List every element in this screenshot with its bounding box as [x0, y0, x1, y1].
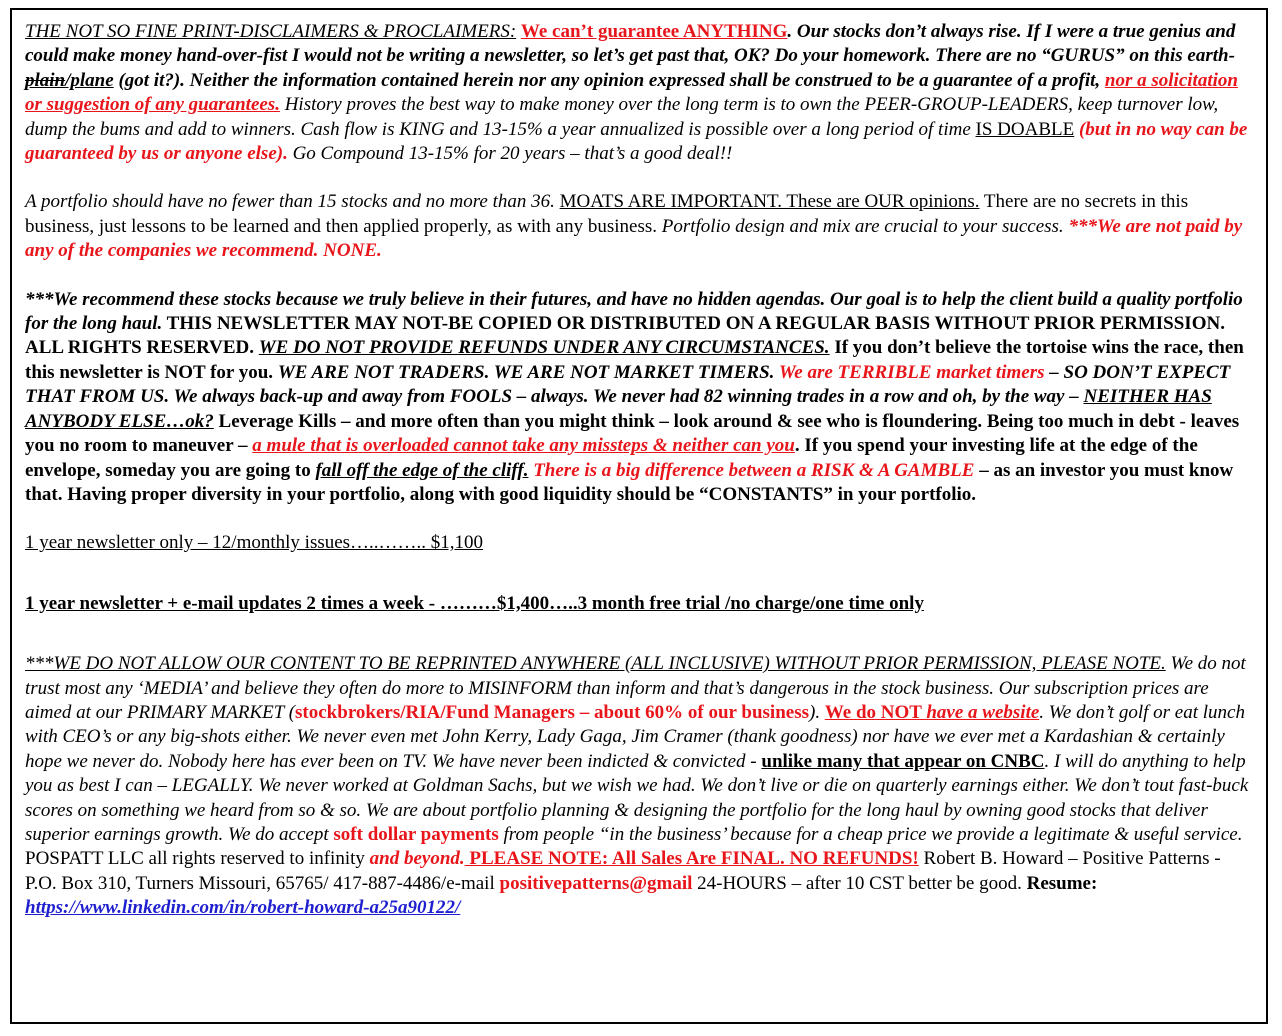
- final-sales-notice: All Sales Are FINAL. NO REFUNDS!: [608, 848, 919, 870]
- not-paid-notice: ***We are not paid by any of the companies we recommend. NONE.: [25, 215, 1243, 262]
- doable-text: IS DOABLE: [975, 118, 1075, 140]
- policy-text: . I will do anything to help you as best I can – LEGALLY. We never worked at Goldman Sachs, but we wish we had. We don’t live or die on quarterly earnings either. We don’t tout fast-buck scores on something we heard from so & so. We are about portfolio planning & designing the portfolio for the long haul by owning good stocks that deliver superior earnings growth. We do accept: [25, 750, 1249, 845]
- solicitation-notice: nor a solicitation or suggestion of any guarantees.: [25, 69, 1238, 116]
- contact-text: Robert B. Howard – Positive Patterns - P.O. Box 310, Turners Missouri, 65765/ 417-887-4486/e-mail: [25, 848, 1221, 894]
- price-newsletter-only: 1 year newsletter only – 12/monthly issues…..…….. $1,100: [25, 532, 484, 554]
- recommendation-text: WE ARE NOT TRADERS. WE ARE NOT MARKET TIMERS.: [277, 361, 779, 383]
- policy-text: ).: [809, 701, 825, 723]
- no-website-text: have a website: [926, 701, 1040, 723]
- moats-text: MOATS ARE IMPORTANT. These are OUR opinions.: [559, 191, 980, 213]
- soft-dollar-text: soft dollar payments: [333, 823, 499, 845]
- disclaimer-document: [10, 8, 1268, 1024]
- portfolio-text: There are no secrets in this business, just lessons to be learned and then applied properly, as with any business.: [25, 191, 1189, 237]
- recommendation-text: If you don’t believe the tortoise wins the race, then this newsletter is NOT for you.: [25, 337, 1244, 383]
- rights-text: POSPATT LLC all rights reserved to infinity: [25, 848, 370, 870]
- plane-word: /plane: [65, 69, 114, 91]
- contact-text: 24-HOURS – after 10 CST better be good.: [692, 872, 1027, 894]
- disclaimer-text: (got it?). Neither the information contained herein nor any opinion expressed shall be construed to be a guarantee of a profit,: [113, 69, 1105, 91]
- disclaimer-paragraph: [25, 20, 1253, 166]
- please-note-text: PLEASE NOTE:: [464, 848, 609, 870]
- disclaimer-text: . Our stocks don’t always rise. If I were a true genius and could make money hand-over-fist I would not be writing a newsletter, so let’s get past that, OK? Do your homework. There are no “GURUS” on this earth-: [25, 21, 1236, 67]
- content-policy-paragraph: [25, 652, 1253, 920]
- recommendation-paragraph: [25, 288, 1253, 508]
- policy-text: We do not trust most any ‘MEDIA’ and believe they often do more to MISINFORM than inform and that’s dangerous in the stock business. Our subscription prices are aimed at our PRIMARY MARKET (: [25, 653, 1246, 723]
- recommendation-text: ***We recommend these stocks because we truly believe in their futures, and have no hidden agendas. Our goal is to help the client build a quality portfolio for the long haul.: [25, 288, 1243, 335]
- stockbrokers-text: stockbrokers/RIA/Fund Managers – about 60% of our business: [295, 701, 809, 723]
- risk-gamble-text: There is a big difference between a RISK & A GAMBLE: [528, 459, 975, 481]
- disclaimer-text: History proves the best way to make money over the long term is to own the PEER-GROUP-LEADERS, keep turnover low, dump the bums and add to winners. Cash flow is KING and 13-15% a year annualized is possible over a long period of time: [25, 94, 1219, 140]
- neither-text: NEITHER HAS ANYBODY ELSE…ok?: [25, 386, 1212, 432]
- mule-text: a mule that is overloaded cannot take any missteps & neither can you: [252, 435, 795, 457]
- disclaimer-heading: THE NOT SO FINE PRINT-DISCLAIMERS & PROCLAIMERS:: [25, 21, 517, 42]
- portfolio-text: A portfolio should have no fewer than 15 stocks and no more than 36.: [25, 191, 555, 213]
- recommendation-text: . If you spend your investing life at the edge of the envelope, someday you are going to: [25, 435, 1198, 481]
- not-guaranteed-text: (but in no way can be guaranteed by us or anyone else).: [25, 118, 1248, 165]
- recommendation-text: – as an investor you must know that. Having proper diversity in your portfolio, along with good liquidity should be “CONSTANTS” in your portfolio.: [25, 459, 1234, 505]
- disclaimer-text: Go Compound 13-15% for 20 years – that’s a good deal!!: [287, 143, 733, 165]
- policy-text: from people “in the business’ because for a cheap price we provide a legitimate & useful service.: [498, 823, 1243, 845]
- cnbc-text: unlike many that appear on CNBC: [761, 750, 1045, 772]
- copyright-notice: THIS NEWSLETTER MAY NOT-BE COPIED OR DISTRIBUTED ON A REGULAR BASIS WITHOUT PRIOR PERMISSION. ALL RIGHTS RESERVED.: [25, 313, 1225, 359]
- no-website-text: We do NOT: [824, 701, 927, 723]
- cliff-text: fall off the edge of the cliff.: [315, 459, 529, 481]
- policy-text: . We don’t golf or eat lunch with CEO’s or any big-shots either. We never even met John Kerry, Lady Gaga, Jim Cramer (thank goodness) nor have we ever met a Kardashian & certainly hope we never do. Nobody here has ever been on TV. We have never been indicted & convicted -: [25, 701, 1245, 772]
- resume-link[interactable]: https://www.linkedin.com/in/robert-howard-a25a90122/: [25, 897, 461, 919]
- email-address[interactable]: positivepatterns@gmail: [499, 872, 693, 894]
- recommendation-text: Leverage Kills – and more often than you might think – look around & see who is floundering. Being too much in debt - leaves you no room to maneuver –: [25, 410, 1240, 457]
- no-guarantee-notice: We can’t guarantee ANYTHING: [520, 21, 788, 42]
- struck-word: plain: [25, 69, 66, 91]
- portfolio-text: Portfolio design and mix are crucial to your success.: [661, 215, 1069, 237]
- no-refunds-notice: WE DO NOT PROVIDE REFUNDS UNDER ANY CIRCUMSTANCES.: [258, 337, 830, 359]
- reprint-notice: ***WE DO NOT ALLOW OUR CONTENT TO BE REPRINTED ANYWHERE (ALL INCLUSIVE) WITHOUT PRIOR PERMISSION, PLEASE NOTE.: [25, 653, 1166, 675]
- resume-label: Resume:: [1026, 872, 1098, 894]
- beyond-text: and beyond.: [369, 848, 465, 870]
- terrible-timers-text: We are TERRIBLE market timers: [778, 361, 1045, 383]
- price-newsletter-email: 1 year newsletter + e-mail updates 2 times a week - ………$1,400…..3 month free trial /no charge/one time only: [25, 592, 924, 614]
- portfolio-paragraph: [25, 190, 1253, 263]
- recommendation-text: – SO DON’T EXPECT THAT FROM US. We always back-up and away from FOOLS – always. We never had 82 winning trades in a row and oh, by the way –: [25, 361, 1231, 408]
